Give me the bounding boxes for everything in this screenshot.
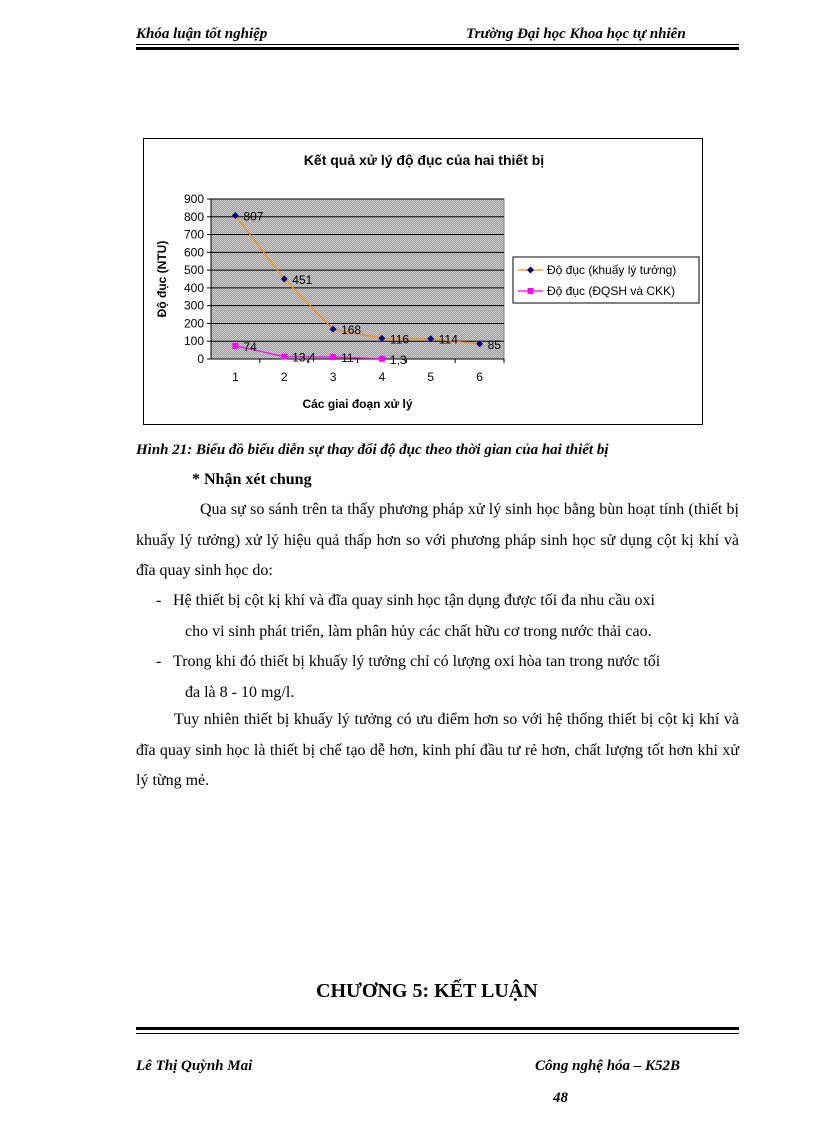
header-right: Trường Đại học Khoa học tự nhiên xyxy=(466,26,686,42)
data-label: 451 xyxy=(292,272,313,287)
chart-svg xyxy=(144,139,704,426)
legend-marker xyxy=(528,288,534,294)
data-label: 85 xyxy=(487,337,501,352)
bullet-item-2 xyxy=(156,647,739,708)
y-tick-label: 800 xyxy=(183,209,204,224)
data-point xyxy=(281,354,287,360)
x-tick-label: 6 xyxy=(476,370,483,384)
data-label: 11 xyxy=(341,351,354,366)
bullet-line: Hệ thiết bị cột kị khí và đĩa quay sinh học tận dụng được tối đa nhu cầu oxi xyxy=(173,592,655,609)
header-rule-thin xyxy=(136,44,739,45)
x-axis-ticks xyxy=(211,359,504,384)
bullet-item-1 xyxy=(156,586,739,647)
legend-label: Độ đục (khuấy lý tưởng) xyxy=(547,263,677,277)
data-point xyxy=(379,356,385,362)
y-axis-ticks xyxy=(184,192,211,366)
x-axis-label: Các giai đoạn xử lý xyxy=(302,397,413,411)
data-label: 1,3 xyxy=(389,352,407,367)
page-number: 48 xyxy=(553,1090,568,1106)
data-point xyxy=(330,354,336,360)
bullet-line-continued: cho vi sinh phát triển, làm phân hủy các chất hữu cơ trong nước thải cao. xyxy=(185,622,652,640)
bullet-line-continued: đa là 8 - 10 mg/l. xyxy=(185,683,295,701)
chapter-title: CHƯƠNG 5: KẾT LUẬN xyxy=(316,980,538,1002)
data-label: 168 xyxy=(341,323,362,338)
y-tick-label: 200 xyxy=(183,316,204,331)
y-tick-label: 500 xyxy=(183,263,204,278)
y-tick-label: 900 xyxy=(183,192,204,206)
y-tick-label: 0 xyxy=(197,352,204,366)
turbidity-chart xyxy=(143,138,703,425)
header-left: Khóa luận tốt nghiệp xyxy=(136,26,268,42)
data-label: 807 xyxy=(243,209,264,224)
bullet-dash: - xyxy=(156,592,162,609)
paragraph-advantages: Tuy nhiên thiết bị khuấy lý tưởng có ưu điểm hơn so với hệ thống thiết bị cột kị khí và đĩa quay sinh học là thiết bị chế tạo dễ hơn, kinh phí đầu tư rẻ hơn, chất lượng tốt hơn khi xử lý từng mẻ. xyxy=(136,711,739,789)
bullet-dash: - xyxy=(156,653,162,670)
paragraph-comparison: Qua sự so sánh trên ta thấy phương pháp xử lý sinh học bằng bùn hoạt tính (thiết bị khuấy lý tưởng) xử lý hiệu quả thấp hơn so với phương pháp sinh học sử dụng cột kị khí và đĩa quay sinh học do: xyxy=(136,501,739,579)
legend xyxy=(513,257,699,303)
data-label: 74 xyxy=(243,339,257,354)
footer-author: Lê Thị Quỳnh Mai xyxy=(136,1058,253,1074)
x-tick-label: 3 xyxy=(329,370,337,384)
figure-caption: Hình 21: Biểu đồ biểu diễn sự thay đổi độ đục theo thời gian của hai thiết bị xyxy=(136,442,609,458)
data-label: 114 xyxy=(438,332,458,347)
y-tick-label: 300 xyxy=(183,298,204,313)
x-tick-label: 5 xyxy=(427,370,435,384)
y-tick-label: 400 xyxy=(183,280,204,295)
x-tick-label: 2 xyxy=(280,370,288,384)
data-label: 13,4 xyxy=(292,350,316,365)
y-tick-label: 700 xyxy=(183,227,204,242)
x-tick-label: 1 xyxy=(232,370,239,384)
data-point xyxy=(232,343,238,349)
header-rule-thick xyxy=(136,47,739,50)
section-subheading: * Nhận xét chung xyxy=(192,471,312,488)
x-tick-label: 4 xyxy=(378,370,386,384)
footer-rule-thick xyxy=(136,1027,739,1030)
bullet-text xyxy=(173,647,739,708)
y-axis-label: Độ đục (NTU) xyxy=(155,240,169,318)
data-label: 116 xyxy=(389,332,410,347)
chart-title: Kết quả xử lý độ đục của hai thiết bị xyxy=(303,152,545,168)
y-tick-label: 100 xyxy=(183,334,204,349)
footer-class: Công nghệ hóa – K52B xyxy=(535,1058,681,1074)
footer-rule-thin xyxy=(136,1033,739,1034)
y-tick-label: 600 xyxy=(183,245,204,260)
bullet-text xyxy=(173,586,739,647)
bullet-line: Trong khi đó thiết bị khuấy lý tưởng chỉ có lượng oxi hòa tan trong nước tối xyxy=(173,653,661,670)
legend-label: Độ đục (ĐQSH và CKK) xyxy=(547,284,676,298)
